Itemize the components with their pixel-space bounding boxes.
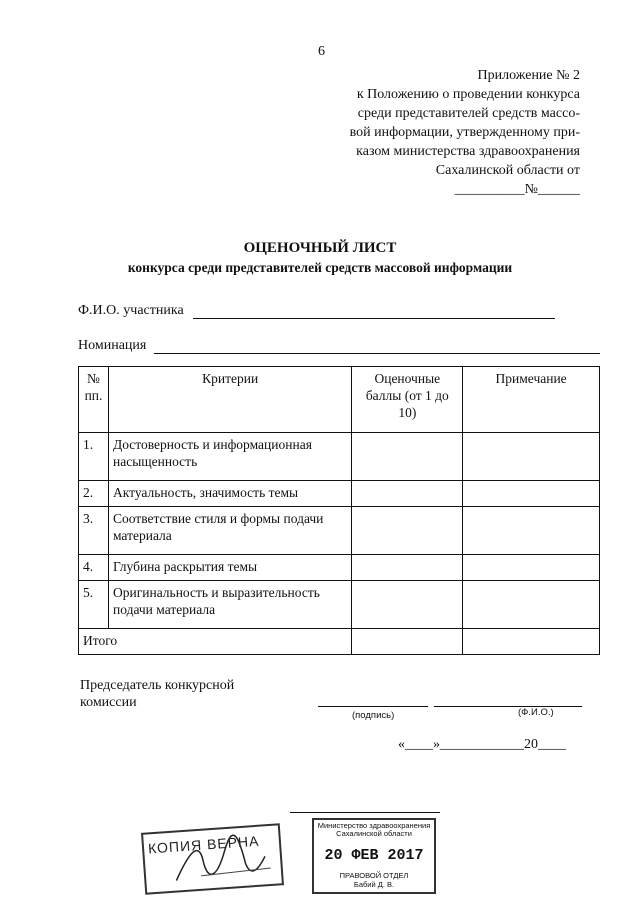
row-num: 3. [79, 507, 109, 555]
score-cell[interactable] [352, 555, 463, 581]
stamp-date: 20 ФЕВ 2017 [324, 847, 424, 864]
row-num: 5. [79, 581, 109, 629]
appendix-line: к Положению о проведении конкурса [356, 87, 580, 102]
stamp-top-line [290, 812, 440, 813]
row-num: 2. [79, 481, 109, 507]
header-criteria: Критерии [108, 367, 351, 433]
criteria-table [78, 366, 600, 655]
row-num: 4. [79, 555, 109, 581]
row-criterion: Соответствие стиля и формы подачи материала [108, 507, 351, 555]
appendix-block [290, 66, 580, 199]
nomination-field[interactable] [154, 353, 600, 354]
document-subtitle: конкурса среди представителей средств массовой информации [127, 260, 513, 275]
header-score: Оценочные баллы (от 1 до 10) [352, 367, 463, 433]
table-header-row [79, 367, 600, 433]
note-cell[interactable] [463, 507, 600, 555]
header-num: № пп. [79, 367, 109, 433]
page-number: 6 [318, 44, 325, 59]
table-row [79, 555, 600, 581]
note-cell[interactable] [463, 581, 600, 629]
stamp-dept-text: ПРАВОВОЙ ОТДЕЛ [339, 871, 409, 880]
date-line: «____»____________20____ [398, 737, 566, 752]
nomination-label: Номинация [78, 338, 147, 353]
signature-line[interactable] [318, 706, 428, 707]
document-title: ОЦЕНОЧНЫЙ ЛИСТ [243, 240, 397, 256]
table-row [79, 433, 600, 481]
stamp-ministry-text: Министерство здравоохранения Сахалинской области [317, 821, 431, 838]
name-caption: (Ф.И.О.) [518, 707, 554, 718]
signature-caption: (подпись) [352, 710, 395, 721]
row-num: 1. [79, 433, 109, 481]
participant-label: Ф.И.О. участника [78, 303, 184, 318]
score-cell[interactable] [352, 481, 463, 507]
total-label: Итого [79, 629, 352, 655]
appendix-line: казом министерства здравоохранения [356, 144, 580, 159]
copy-certified-stamp [141, 823, 284, 895]
handwritten-signature-icon [143, 825, 282, 892]
table-row [79, 507, 600, 555]
score-cell[interactable] [352, 507, 463, 555]
row-criterion: Актуальность, значимость темы [108, 481, 351, 507]
participant-field[interactable] [193, 318, 555, 319]
appendix-line: Приложение № 2 [477, 68, 580, 83]
row-criterion: Глубина раскрытия темы [108, 555, 351, 581]
row-criterion: Достоверность и информационная насыщенность [108, 433, 351, 481]
appendix-line: среди представителей средств массо- [357, 106, 580, 121]
total-note-cell[interactable] [463, 629, 600, 655]
table-total-row [79, 629, 600, 655]
appendix-line: Сахалинской области от [435, 163, 580, 178]
ministry-stamp [312, 818, 436, 894]
score-cell[interactable] [352, 433, 463, 481]
note-cell[interactable] [463, 481, 600, 507]
stamp-signer: Бабий Д. В. [353, 880, 395, 889]
row-criterion: Оригинальность и выразительность подачи материала [108, 581, 351, 629]
stamp-copy-text: КОПИЯ ВЕРНА [147, 832, 260, 857]
chair-label: Председатель конкурсной комиссии [80, 678, 235, 710]
name-line[interactable] [434, 706, 582, 707]
score-cell[interactable] [352, 581, 463, 629]
total-score-cell[interactable] [352, 629, 463, 655]
appendix-line: вой информации, утвержденному при- [349, 125, 580, 140]
table-row [79, 581, 600, 629]
table-row [79, 481, 600, 507]
appendix-line: __________№______ [454, 182, 580, 197]
note-cell[interactable] [463, 555, 600, 581]
header-note: Примечание [463, 367, 600, 433]
note-cell[interactable] [463, 433, 600, 481]
